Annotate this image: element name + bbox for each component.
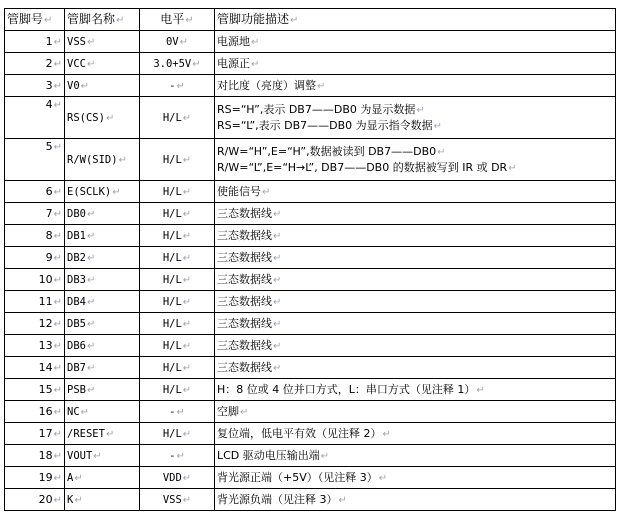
pin-description: 复位端，低电平有效（见注释 2）↵ — [215, 423, 616, 445]
table-row — [5, 203, 616, 225]
paragraph-mark: ↵ — [338, 494, 347, 506]
paragraph-mark: ↵ — [182, 186, 192, 198]
paragraph-mark: ↵ — [251, 36, 260, 48]
pin-description: 使能信号↵ — [215, 181, 616, 203]
paragraph-mark: ↵ — [508, 162, 517, 174]
paragraph-mark: ↵ — [182, 384, 192, 396]
table-row — [5, 53, 616, 75]
paragraph-mark: ↵ — [53, 406, 62, 418]
paragraph-mark: ↵ — [53, 36, 62, 48]
paragraph-mark: ↵ — [86, 362, 96, 374]
pin-number: 4↵ — [5, 97, 65, 139]
pin-description: 三态数据线↵ — [215, 313, 616, 335]
paragraph-mark: ↵ — [273, 296, 282, 308]
paragraph-mark: ↵ — [53, 100, 62, 111]
pin-name: A↵ — [65, 467, 140, 489]
pin-description: 三态数据线↵ — [215, 225, 616, 247]
pin-name: DB4↵ — [65, 291, 140, 313]
pin-name: K↵ — [65, 489, 140, 511]
paragraph-mark: ↵ — [74, 472, 83, 484]
paragraph-mark: ↵ — [182, 362, 192, 374]
paragraph-mark: ↵ — [80, 80, 90, 92]
paragraph-mark: ↵ — [105, 112, 115, 124]
paragraph-mark: ↵ — [118, 154, 127, 166]
pin-table-body — [5, 9, 616, 511]
paragraph-mark: ↵ — [378, 472, 388, 484]
paragraph-mark: ↵ — [182, 494, 192, 506]
paragraph-mark: ↵ — [179, 36, 189, 48]
pin-name: E(SCLK)↵ — [65, 181, 140, 203]
pin-level: H/L↵ — [140, 357, 215, 379]
pin-description: 三态数据线↵ — [215, 357, 616, 379]
pin-description: 三态数据线↵ — [215, 247, 616, 269]
paragraph-mark: ↵ — [53, 428, 62, 440]
paragraph-mark: ↵ — [53, 186, 62, 198]
pin-number: 7↵ — [5, 203, 65, 225]
paragraph-mark: ↵ — [273, 274, 282, 286]
paragraph-mark: ↵ — [273, 252, 282, 264]
paragraph-mark: ↵ — [273, 208, 282, 220]
paragraph-mark: ↵ — [105, 428, 115, 440]
pin-number: 19↵ — [5, 467, 65, 489]
paragraph-mark: ↵ — [182, 230, 192, 242]
paragraph-mark: ↵ — [53, 494, 62, 506]
paragraph-mark: ↵ — [86, 340, 96, 352]
paragraph-mark: ↵ — [86, 208, 96, 220]
pin-level: H/L↵ — [140, 139, 215, 181]
paragraph-mark: ↵ — [273, 230, 282, 242]
pin-level: H/L↵ — [140, 335, 215, 357]
pin-table — [4, 8, 616, 511]
table-row — [5, 313, 616, 335]
header-row — [5, 9, 616, 31]
paragraph-mark: ↵ — [476, 384, 485, 396]
paragraph-mark: ↵ — [182, 340, 192, 352]
pin-name: DB1↵ — [65, 225, 140, 247]
paragraph-mark: ↵ — [53, 142, 62, 153]
pin-name: DB6↵ — [65, 335, 140, 357]
pin-level: H/L↵ — [140, 247, 215, 269]
paragraph-mark: ↵ — [86, 274, 96, 286]
table-row — [5, 225, 616, 247]
pin-description — [215, 139, 616, 181]
pin-description — [215, 97, 616, 139]
pin-level: H/L↵ — [140, 269, 215, 291]
paragraph-mark: ↵ — [273, 318, 282, 330]
paragraph-mark: ↵ — [93, 450, 102, 462]
pin-description: 背光源正端（+5V）（见注释 3）↵ — [215, 467, 616, 489]
pin-level: -↵ — [140, 445, 215, 467]
paragraph-mark: ↵ — [182, 428, 192, 440]
header-pin-name: 管脚名称↵ — [65, 9, 140, 31]
pin-level: H/L↵ — [140, 225, 215, 247]
pin-number: 15↵ — [5, 379, 65, 401]
pin-description: 背光源负端（见注释 3）↵ — [215, 489, 616, 511]
paragraph-mark: ↵ — [273, 340, 282, 352]
table-row — [5, 423, 616, 445]
paragraph-mark: ↵ — [53, 384, 62, 396]
pin-name: DB7↵ — [65, 357, 140, 379]
pin-name: RS(CS)↵ — [65, 97, 140, 139]
paragraph-mark: ↵ — [80, 406, 90, 418]
pin-description: 电源正↵ — [215, 53, 616, 75]
pin-number: 18↵ — [5, 445, 65, 467]
paragraph-mark: ↵ — [437, 146, 446, 158]
pin-level: 0V↵ — [140, 31, 215, 53]
pin-description: LCD 驱动电压输出端↵ — [215, 445, 616, 467]
paragraph-mark: ↵ — [53, 362, 62, 374]
paragraph-mark: ↵ — [416, 104, 425, 116]
pin-name: PSB↵ — [65, 379, 140, 401]
paragraph-mark: ↵ — [53, 58, 62, 70]
pin-name: DB0↵ — [65, 203, 140, 225]
table-row — [5, 269, 616, 291]
table-row — [5, 75, 616, 97]
paragraph-mark: ↵ — [53, 450, 62, 462]
paragraph-mark: ↵ — [433, 120, 443, 132]
paragraph-mark: ↵ — [182, 112, 192, 124]
table-row — [5, 379, 616, 401]
pin-description: 三态数据线↵ — [215, 203, 616, 225]
paragraph-mark: ↵ — [240, 406, 249, 418]
paragraph-mark: ↵ — [53, 208, 62, 220]
paragraph-mark: ↵ — [251, 58, 260, 70]
table-row — [5, 247, 616, 269]
pin-name: DB3↵ — [65, 269, 140, 291]
pin-number: 11↵ — [5, 291, 65, 313]
paragraph-mark: ↵ — [86, 58, 96, 70]
pin-level: H/L↵ — [140, 379, 215, 401]
paragraph-mark: ↵ — [53, 274, 62, 286]
pin-number: 5↵ — [5, 139, 65, 181]
pin-name: DB2↵ — [65, 247, 140, 269]
table-row — [5, 489, 616, 511]
pin-number: 6↵ — [5, 181, 65, 203]
paragraph-mark: ↵ — [53, 472, 62, 484]
paragraph-mark: ↵ — [192, 58, 201, 70]
pin-level: H/L↵ — [140, 97, 215, 139]
pin-number: 2↵ — [5, 53, 65, 75]
paragraph-mark: ↵ — [176, 406, 185, 418]
paragraph-mark: ↵ — [74, 494, 83, 506]
pin-name: /RESET↵ — [65, 423, 140, 445]
paragraph-mark: ↵ — [53, 252, 62, 264]
paragraph-mark: ↵ — [86, 296, 96, 308]
pin-name: VCC↵ — [65, 53, 140, 75]
table-row — [5, 401, 616, 423]
paragraph-mark: ↵ — [53, 296, 62, 308]
paragraph-mark: ↵ — [112, 186, 121, 198]
pin-description: 电源地↵ — [215, 31, 616, 53]
pin-level: -↵ — [140, 401, 215, 423]
pin-name: V0↵ — [65, 75, 140, 97]
description-line: RS=“H”,表示 DB7——DB0 为显示数据↵ — [217, 102, 425, 116]
paragraph-mark: ↵ — [182, 318, 192, 330]
pin-number: 1↵ — [5, 31, 65, 53]
paragraph-mark: ↵ — [86, 230, 96, 242]
pin-number: 8↵ — [5, 225, 65, 247]
paragraph-mark: ↵ — [182, 154, 192, 166]
table-row — [5, 335, 616, 357]
pin-name: VSS↵ — [65, 31, 140, 53]
pin-description: 空脚↵ — [215, 401, 616, 423]
pin-level: H/L↵ — [140, 291, 215, 313]
paragraph-mark: ↵ — [182, 274, 192, 286]
pin-number: 17↵ — [5, 423, 65, 445]
pin-name: DB5↵ — [65, 313, 140, 335]
pin-name: R/W(SID)↵ — [65, 139, 140, 181]
table-row — [5, 291, 616, 313]
table-row — [5, 181, 616, 203]
pin-level: H/L↵ — [140, 203, 215, 225]
pin-number: 12↵ — [5, 313, 65, 335]
pin-number: 16↵ — [5, 401, 65, 423]
header-description: 管脚功能描述↵ — [215, 9, 616, 31]
paragraph-mark: ↵ — [182, 252, 192, 264]
paragraph-mark: ↵ — [86, 318, 96, 330]
paragraph-mark: ↵ — [86, 384, 96, 396]
table-row — [5, 467, 616, 489]
pin-number: 14↵ — [5, 357, 65, 379]
pin-level: VDD↵ — [140, 467, 215, 489]
paragraph-mark: ↵ — [86, 36, 96, 48]
paragraph-mark: ↵ — [273, 362, 282, 374]
pin-level: -↵ — [140, 75, 215, 97]
table-row — [5, 31, 616, 53]
paragraph-mark: ↵ — [53, 230, 62, 242]
paragraph-mark: ↵ — [182, 208, 192, 220]
paragraph-mark: ↵ — [182, 296, 192, 308]
paragraph-mark: ↵ — [53, 80, 62, 92]
pin-description: 三态数据线↵ — [215, 269, 616, 291]
description-line: R/W=“L”,E=“H→L”, DB7——DB0 的数据被写到 IR 或 DR↵ — [217, 160, 517, 174]
pin-number: 9↵ — [5, 247, 65, 269]
pin-description: 三态数据线↵ — [215, 291, 616, 313]
paragraph-mark: ↵ — [53, 318, 62, 330]
pin-level: H/L↵ — [140, 181, 215, 203]
pin-number: 20↵ — [5, 489, 65, 511]
pin-description: H：8 位或 4 位并口方式，L：串口方式（见注释 1）↵ — [215, 379, 616, 401]
table-row — [5, 97, 616, 139]
pin-description: 对比度（亮度）调整↵ — [215, 75, 616, 97]
paragraph-mark: ↵ — [86, 252, 96, 264]
pin-level: H/L↵ — [140, 423, 215, 445]
paragraph-mark: ↵ — [182, 472, 192, 484]
pin-name: NC↵ — [65, 401, 140, 423]
paragraph-mark: ↵ — [176, 450, 185, 462]
pin-number: 10↵ — [5, 269, 65, 291]
paragraph-mark: ↵ — [320, 450, 330, 462]
paragraph-mark: ↵ — [176, 80, 185, 92]
pin-level: 3.0+5V↵ — [140, 53, 215, 75]
description-line: R/W=“H”,E=“H”,数据被读到 DB7——DB0↵ — [217, 144, 446, 158]
pin-table-wrapper — [4, 8, 616, 511]
pin-number: 3↵ — [5, 75, 65, 97]
paragraph-mark: ↵ — [382, 428, 391, 440]
paragraph-mark: ↵ — [262, 186, 271, 198]
header-pin-number: 管脚号↵ — [5, 9, 65, 31]
header-level: 电平↵ — [140, 9, 215, 31]
table-row — [5, 357, 616, 379]
pin-level: VSS↵ — [140, 489, 215, 511]
pin-level: H/L↵ — [140, 313, 215, 335]
table-row — [5, 139, 616, 181]
table-row — [5, 445, 616, 467]
pin-number: 13↵ — [5, 335, 65, 357]
pin-description: 三态数据线↵ — [215, 335, 616, 357]
description-line: RS=“L”,表示 DB7——DB0 为显示指令数据↵ — [217, 118, 443, 132]
pin-name: VOUT↵ — [65, 445, 140, 467]
paragraph-mark: ↵ — [317, 80, 326, 92]
paragraph-mark: ↵ — [53, 340, 62, 352]
